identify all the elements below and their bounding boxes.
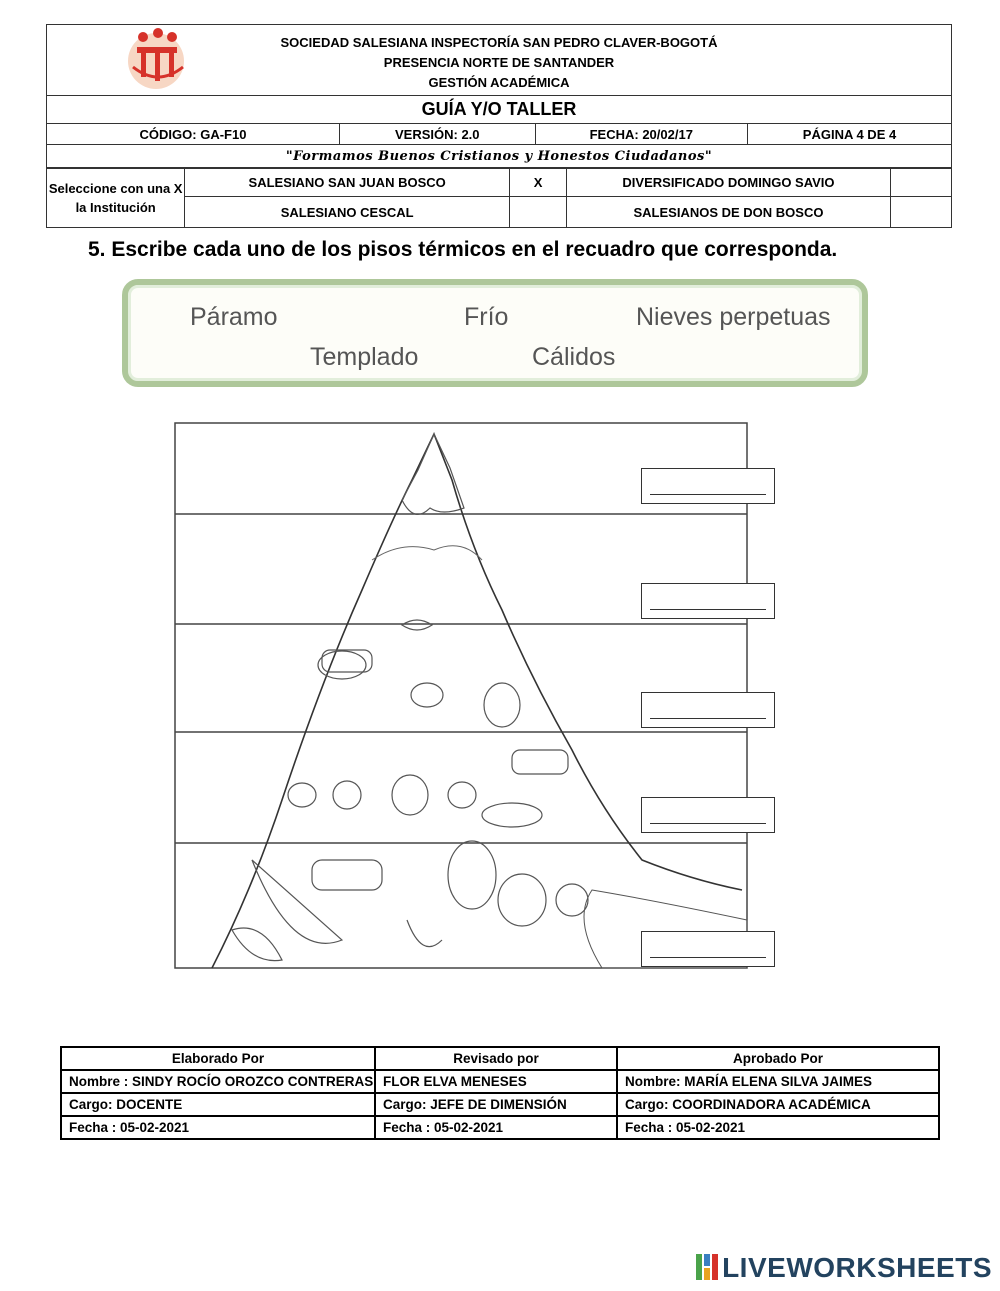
revisado-cargo: Cargo: JEFE DE DIMENSIÓN (375, 1093, 617, 1116)
institution-mark-empty-2[interactable] (510, 197, 567, 228)
fecha-cell: FECHA: 20/02/17 (535, 124, 747, 145)
doc-title: GUÍA Y/O TALLER (47, 96, 952, 124)
codigo-cell: CÓDIGO: GA-F10 (47, 124, 340, 145)
table-row (61, 1093, 939, 1116)
institution-cescal: SALESIANO CESCAL (185, 197, 510, 228)
pagina-cell: PÁGINA 4 DE 4 (748, 124, 952, 145)
motto: "Formamos Buenos Cristianos y Honestos Ciudadanos" (47, 145, 952, 168)
revisado-nombre: FLOR ELVA MENESES (375, 1070, 617, 1093)
institution-table (46, 168, 952, 228)
aprobado-nombre: Nombre: MARÍA ELENA SILVA JAIMES (617, 1070, 939, 1093)
word-bank (122, 279, 868, 387)
thermal-floors-illustration (172, 420, 782, 972)
aprobado-cargo: Cargo: COORDINADORA ACADÉMICA (617, 1093, 939, 1116)
header-title-block (47, 25, 952, 96)
institution-mark-empty-3[interactable] (890, 197, 951, 228)
answer-box-5[interactable] (641, 931, 775, 967)
select-institution-label: Seleccione con una X la Institución (47, 169, 185, 228)
salesian-logo-icon (127, 27, 189, 93)
institution-domingo-savio: DIVERSIFICADO DOMINGO SAVIO (567, 169, 891, 197)
liveworksheets-brand (696, 1252, 992, 1284)
word-calidos: Cálidos (532, 343, 616, 371)
table-row (61, 1070, 939, 1093)
table-row (61, 1116, 939, 1139)
word-frio: Frío (464, 303, 509, 331)
elaborado-nombre: Nombre : SINDY ROCÍO OROZCO CONTRERAS (61, 1070, 375, 1093)
answer-box-3[interactable] (641, 692, 775, 728)
institution-san-juan-bosco: SALESIANO SAN JUAN BOSCO (185, 169, 510, 197)
answer-box-1[interactable] (641, 468, 775, 504)
version-cell: VERSIÓN: 2.0 (340, 124, 536, 145)
aprobado-header: Aprobado Por (617, 1047, 939, 1070)
word-paramo: Páramo (190, 303, 278, 331)
elaborado-header: Elaborado Por (61, 1047, 375, 1070)
org-line-3: GESTIÓN ACADÉMICA (428, 75, 570, 90)
institution-mark-x[interactable]: X (510, 169, 567, 197)
approvals-table (60, 1046, 940, 1140)
liveworksheets-logo-icon (696, 1254, 718, 1280)
org-line-1: SOCIEDAD SALESIANA INSPECTORÍA SAN PEDRO CLAVER-BOGOTÁ (280, 35, 718, 50)
revisado-header: Revisado por (375, 1047, 617, 1070)
word-nieves-perpetuas: Nieves perpetuas (636, 303, 831, 331)
elaborado-fecha: Fecha : 05-02-2021 (61, 1116, 375, 1139)
aprobado-fecha: Fecha : 05-02-2021 (617, 1116, 939, 1139)
elaborado-cargo: Cargo: DOCENTE (61, 1093, 375, 1116)
answer-box-2[interactable] (641, 583, 775, 619)
document-header (46, 24, 952, 168)
institution-don-bosco: SALESIANOS DE DON BOSCO (567, 197, 891, 228)
brand-name: LIVEWORKSHEETS (722, 1252, 992, 1283)
revisado-fecha: Fecha : 05-02-2021 (375, 1116, 617, 1139)
word-templado: Templado (310, 343, 419, 371)
answer-box-4[interactable] (641, 797, 775, 833)
exercise-instruction: 5. Escribe cada uno de los pisos térmicos en el recuadro que corresponda. (88, 238, 838, 261)
org-line-2: PRESENCIA NORTE DE SANTANDER (383, 55, 615, 70)
institution-mark-empty-1[interactable] (890, 169, 951, 197)
